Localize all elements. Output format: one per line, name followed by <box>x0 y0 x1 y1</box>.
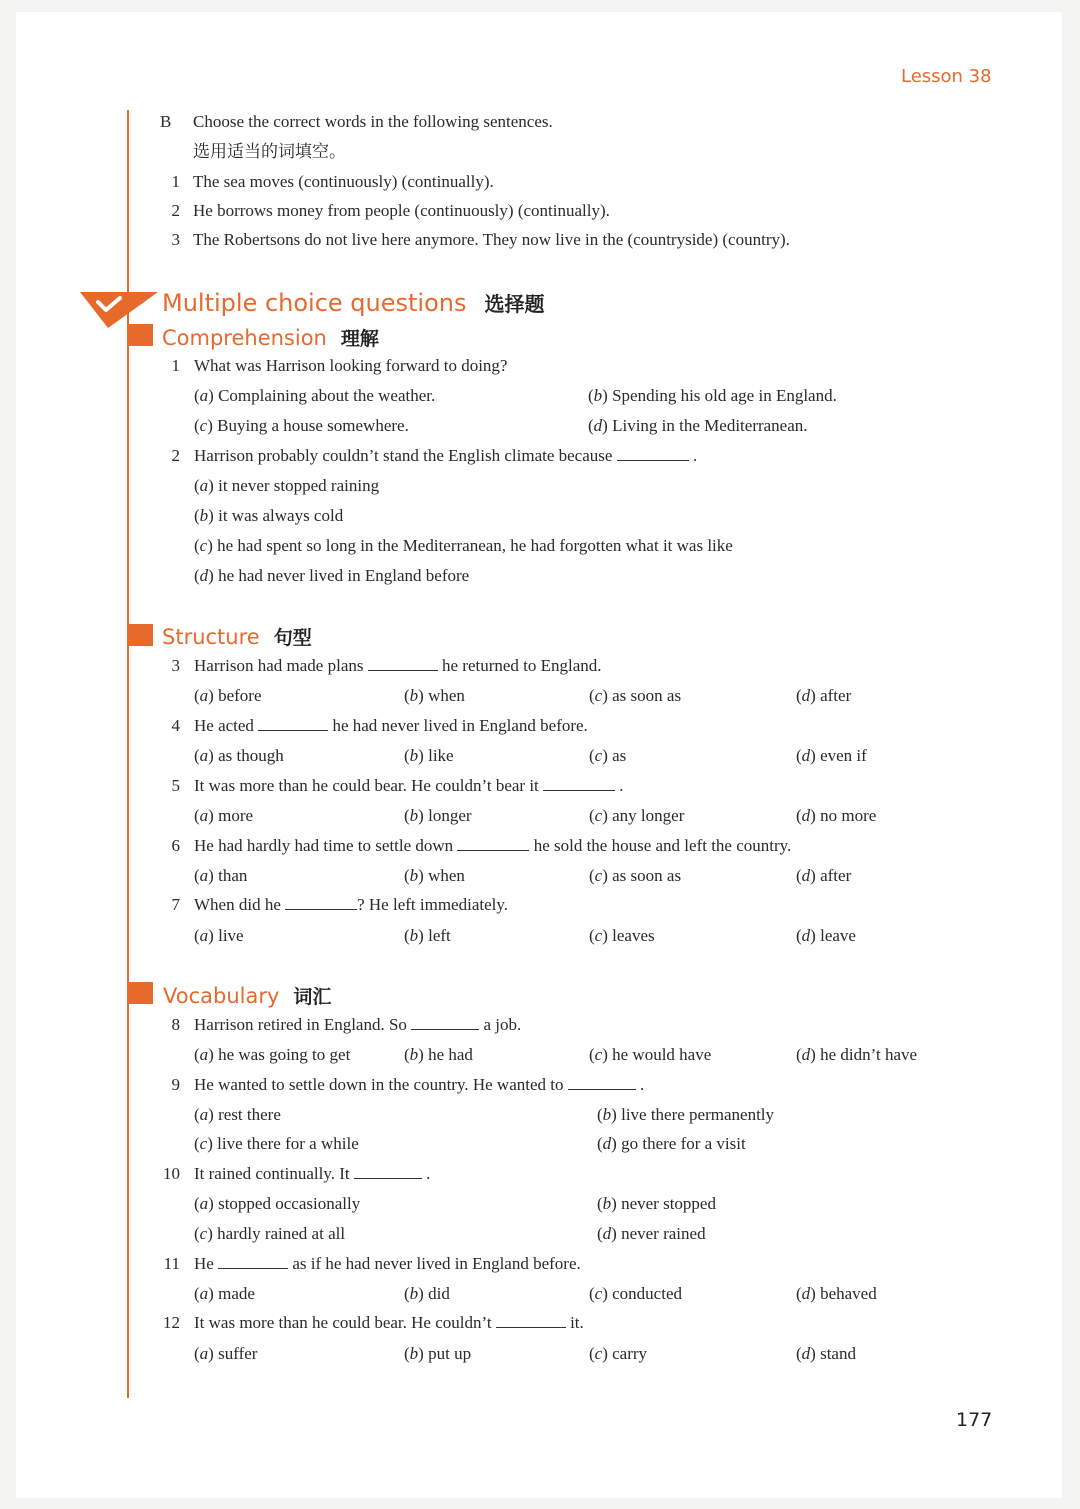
question-number: 9 <box>171 1075 180 1094</box>
option-b: (b) did <box>404 1284 450 1303</box>
section-marker <box>129 982 153 1004</box>
option-d: (d) he didn’t have <box>796 1045 918 1064</box>
option-d: (d) stand <box>796 1344 856 1363</box>
question-number: 6 <box>171 836 180 855</box>
option-c: (c) live there for a while <box>194 1134 359 1153</box>
question-stem: He as if he had never lived in England before. <box>194 1254 581 1273</box>
option-c: (c) carry <box>589 1344 648 1363</box>
question-number: 2 <box>171 446 180 465</box>
option-b: (b) put up <box>404 1344 472 1363</box>
question-number: 11 <box>163 1254 180 1273</box>
option-c: (c) Buying a house somewhere. <box>194 416 409 435</box>
page-number: 177 <box>956 1409 993 1431</box>
question-number: 4 <box>171 716 180 735</box>
option-a: (a) live <box>194 926 244 945</box>
option-b: (b) when <box>404 866 465 885</box>
comprehension-heading: Comprehension 理解 <box>162 326 379 350</box>
lesson-label: Lesson 38 <box>901 66 992 87</box>
option-a: (a) made <box>194 1284 255 1303</box>
option-b: (b) Spending his old age in England. <box>588 386 837 405</box>
option-d: (d) behaved <box>796 1284 877 1303</box>
exercise-b-instruction: Choose the correct words in the following sentences. <box>193 112 553 131</box>
option-d: (d) leave <box>796 926 856 945</box>
b-item-num: 1 <box>171 172 180 191</box>
b-item-num: 2 <box>171 201 180 220</box>
option-c: (c) hardly rained at all <box>194 1224 346 1243</box>
option-a: (a) stopped occasionally <box>194 1194 361 1213</box>
option-a: (a) before <box>194 686 262 705</box>
question-number: 8 <box>171 1015 180 1034</box>
option-d: (d) never rained <box>597 1224 706 1243</box>
exercise-b-instruction-zh: 选用适当的词填空。 <box>193 142 346 161</box>
option-d: (d) Living in the Mediterranean. <box>588 416 808 435</box>
b-item-text: He borrows money from people (continuously) (continually). <box>193 201 610 220</box>
question-number: 5 <box>171 776 180 795</box>
question-stem: It was more than he could bear. He couldn’t it. <box>194 1313 584 1332</box>
question-number: 7 <box>171 895 180 914</box>
option-c: (c) any longer <box>589 806 685 825</box>
section-marker <box>129 624 153 646</box>
option-a: (a) than <box>194 866 248 885</box>
option-a: (a) as though <box>194 746 284 765</box>
question-number: 12 <box>163 1313 180 1332</box>
question-stem: Harrison probably couldn’t stand the English climate because . <box>194 446 698 465</box>
b-item-num: 3 <box>171 230 180 249</box>
vocabulary-heading: Vocabulary 词汇 <box>163 984 332 1008</box>
option-b: (b) like <box>404 746 454 765</box>
question-stem: When did he ? He left immediately. <box>194 895 509 914</box>
option-a: (a) suffer <box>194 1344 258 1363</box>
question-stem: It was more than he could bear. He couldn’t bear it . <box>194 776 624 795</box>
b-item-text: The sea moves (continuously) (continually). <box>193 172 494 191</box>
question-number: 3 <box>171 656 180 675</box>
option-d: (d) after <box>796 686 852 705</box>
question-stem: Harrison retired in England. So a job. <box>194 1015 522 1034</box>
question-number: 1 <box>171 356 180 375</box>
option-a: (a) Complaining about the weather. <box>194 386 436 405</box>
option-c: (c) as soon as <box>589 686 682 705</box>
option-b: (b) live there permanently <box>597 1105 775 1124</box>
question-stem: It rained continually. It . <box>194 1164 431 1183</box>
option-a: (a) rest there <box>194 1105 281 1124</box>
option-b: (b) never stopped <box>597 1194 716 1213</box>
option-c: (c) conducted <box>589 1284 682 1303</box>
option-b: (b) when <box>404 686 465 705</box>
structure-heading: Structure 句型 <box>162 625 312 649</box>
option-a: (a) it never stopped raining <box>194 476 380 495</box>
option-c: (c) he had spent so long in the Mediterranean, he had forgotten what it was like <box>194 536 733 555</box>
option-c: (c) leaves <box>589 926 655 945</box>
option-d: (d) go there for a visit <box>597 1134 746 1153</box>
exercise-b-label: B <box>160 112 172 131</box>
question-stem: He wanted to settle down in the country. He wanted to . <box>194 1075 645 1094</box>
question-stem: He acted he had never lived in England before. <box>194 716 588 735</box>
option-c: (c) as <box>589 746 627 765</box>
question-stem: Harrison had made plans he returned to England. <box>194 656 602 675</box>
mcq-title-zh: 选择题 <box>484 292 545 316</box>
option-d: (d) no more <box>796 806 877 825</box>
option-d: (d) even if <box>796 746 867 765</box>
option-b: (b) he had <box>404 1045 473 1064</box>
option-c: (c) as soon as <box>589 866 682 885</box>
option-d: (d) after <box>796 866 852 885</box>
mcq-heading <box>162 288 545 317</box>
option-a: (a) he was going to get <box>194 1045 351 1064</box>
option-a: (a) more <box>194 806 254 825</box>
question-stem: What was Harrison looking forward to doing? <box>194 356 508 375</box>
option-d: (d) he had never lived in England before <box>194 566 470 585</box>
mcq-title: Multiple choice questions <box>162 289 467 317</box>
section-marker <box>129 324 153 346</box>
question-stem: He had hardly had time to settle down he sold the house and left the country. <box>194 836 792 855</box>
question-number: 10 <box>163 1164 180 1183</box>
b-item-text: The Robertsons do not live here anymore. They now live in the (countryside) (country). <box>193 230 790 249</box>
option-c: (c) he would have <box>589 1045 712 1064</box>
option-b: (b) it was always cold <box>194 506 344 525</box>
option-b: (b) left <box>404 926 451 945</box>
option-b: (b) longer <box>404 806 472 825</box>
